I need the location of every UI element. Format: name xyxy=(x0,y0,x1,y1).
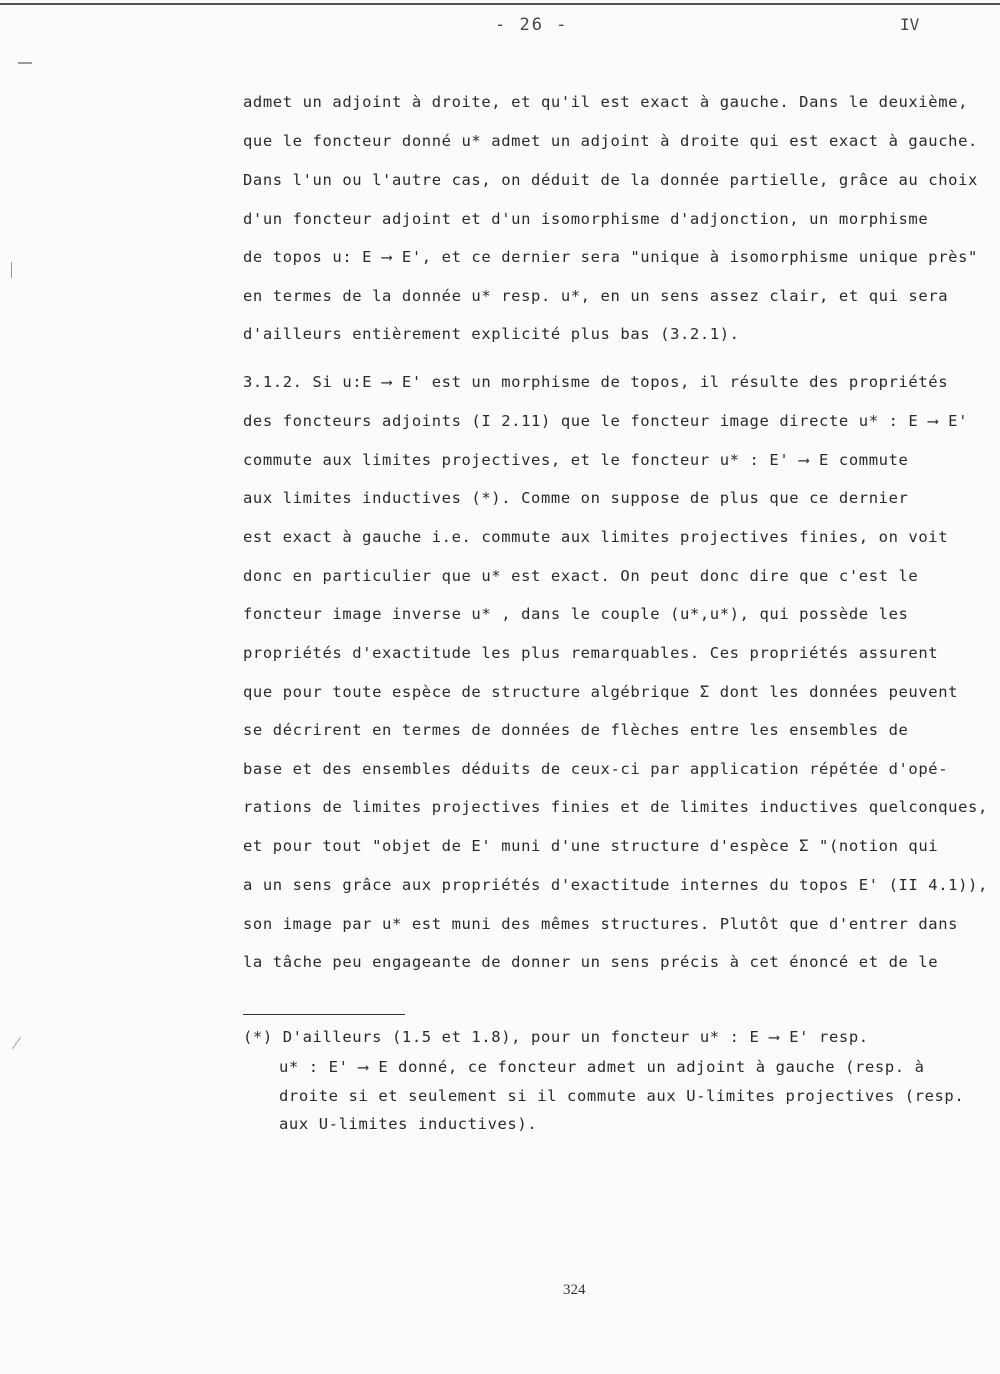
body-line: foncteur image inverse u* , dans le couple (u*,u*), qui possède les xyxy=(243,605,909,623)
footnote-rule xyxy=(243,1014,405,1015)
body-line: de topos u: E ⟶ E', et ce dernier sera "unique à isomorphisme unique près" xyxy=(243,248,978,266)
body-line: propriétés d'exactitude les plus remarquables. Ces propriétés assurent xyxy=(243,644,939,662)
scan-mark xyxy=(12,1037,21,1049)
page-footer-number: 324 xyxy=(563,1282,586,1298)
body-line: aux limites inductives (*). Comme on suppose de plus que ce dernier xyxy=(243,489,909,507)
body-line: Dans l'un ou l'autre cas, on déduit de la donnée partielle, grâce au choix xyxy=(243,171,978,189)
scan-mark xyxy=(18,62,32,64)
body-line: 3.1.2. Si u:E ⟶ E' est un morphisme de topos, il résulte des propriétés xyxy=(243,373,949,391)
body-line: a un sens grâce aux propriétés d'exactitude internes du topos E' (II 4.1)), xyxy=(243,876,988,894)
footnote-line: aux U-limites inductives). xyxy=(279,1115,538,1133)
body-line: des foncteurs adjoints (I 2.11) que le foncteur image directe u* : E ⟶ E' xyxy=(243,412,969,430)
body-line: base et des ensembles déduits de ceux-ci par application répétée d'opé- xyxy=(243,760,949,778)
scan-mark xyxy=(11,262,12,278)
body-line: et pour tout "objet de E' muni d'une structure d'espèce Σ "(notion qui xyxy=(243,837,939,855)
body-line: d'un foncteur adjoint et d'un isomorphisme d'adjonction, un morphisme xyxy=(243,210,929,228)
body-line: commute aux limites projectives, et le foncteur u* : E' ⟶ E commute xyxy=(243,451,909,469)
page-header-chapter: IV xyxy=(900,15,920,34)
body-line: d'ailleurs entièrement explicité plus bas (3.2.1). xyxy=(243,325,740,343)
footnote-line: (*) D'ailleurs (1.5 et 1.8), pour un foncteur u* : E ⟶ E' resp. xyxy=(243,1028,869,1046)
footnote-line: u* : E' ⟶ E donné, ce foncteur admet un adjoint à gauche (resp. à xyxy=(279,1058,925,1076)
body-line: que pour toute espèce de structure algébrique Σ dont les données peuvent xyxy=(243,683,959,701)
body-line: la tâche peu engageante de donner un sens précis à cet énoncé et de le xyxy=(243,953,939,971)
body-line: donc en particulier que u* est exact. On peut donc dire que c'est le xyxy=(243,567,919,585)
body-line: rations de limites projectives finies et de limites inductives quelconques, xyxy=(243,798,988,816)
page-header-number: - 26 - xyxy=(495,15,569,35)
body-line: que le foncteur donné u* admet un adjoint à droite qui est exact à gauche. xyxy=(243,132,978,150)
body-line: admet un adjoint à droite, et qu'il est exact à gauche. Dans le deuxième, xyxy=(243,93,969,111)
body-line: est exact à gauche i.e. commute aux limites projectives finies, on voit xyxy=(243,528,949,546)
top-rule xyxy=(0,3,1000,5)
footnote-line: droite si et seulement si il commute aux U-limites projectives (resp. xyxy=(279,1087,965,1105)
body-line: se décrirent en termes de données de flèches entre les ensembles de xyxy=(243,721,909,739)
body-line: son image par u* est muni des mêmes structures. Plutôt que d'entrer dans xyxy=(243,915,959,933)
body-line: en termes de la donnée u* resp. u*, en un sens assez clair, et qui sera xyxy=(243,287,949,305)
